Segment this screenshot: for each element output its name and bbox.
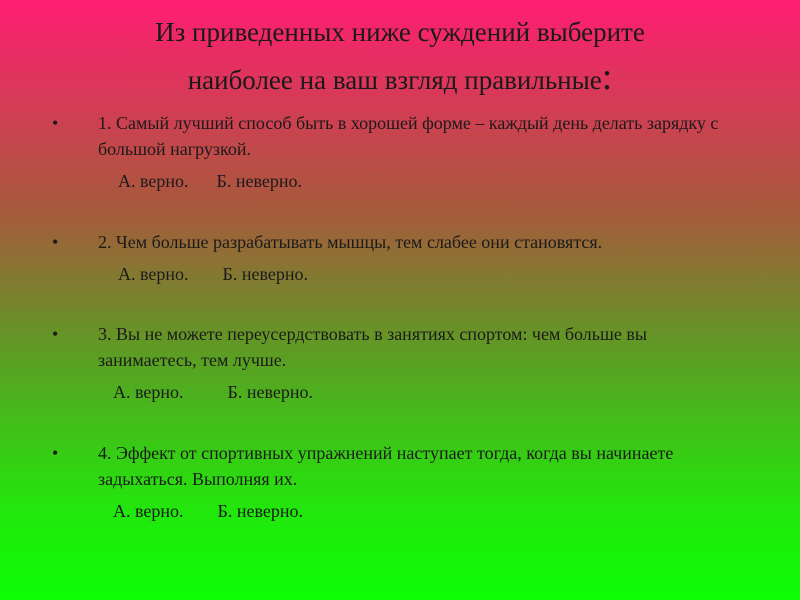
question-1-option-b: Б. неверно.: [216, 171, 302, 191]
question-2: [52, 229, 732, 255]
question-4-option-b: Б. неверно.: [217, 501, 303, 521]
question-3: [52, 321, 732, 373]
question-3-text: 3. Вы не можете переусердствовать в занятиях спортом: чем больше вы занимаетесь, тем лучше.: [98, 324, 647, 370]
bullet-icon: •: [52, 232, 59, 252]
question-4-option-a: А. верно.: [113, 501, 184, 521]
question-1-text: 1. Самый лучший способ быть в хорошей форме – каждый день делать зарядку с большой нагрузкой.: [98, 113, 719, 159]
question-4: [52, 440, 732, 492]
question-1-options: [118, 168, 302, 194]
title-line-2-text: наиболее на ваш взгляд правильные: [187, 65, 602, 95]
question-2-text: 2. Чем больше разрабатывать мышцы, тем слабее они становятся.: [98, 232, 603, 252]
question-1: [52, 110, 732, 162]
bullet-icon: •: [52, 443, 59, 463]
title-line-2: [0, 56, 800, 104]
question-4-options: [113, 498, 303, 524]
question-2-options: [118, 261, 308, 287]
question-3-options: [113, 379, 313, 405]
question-3-option-b: Б. неверно.: [227, 382, 313, 402]
question-1-option-a: А. верно.: [118, 171, 189, 191]
bullet-icon: •: [52, 113, 59, 133]
title-line-1: Из приведенных ниже суждений выберите: [155, 17, 645, 47]
question-2-option-b: Б. неверно.: [222, 264, 308, 284]
question-3-option-a: А. верно.: [113, 382, 184, 402]
title-colon: :: [601, 56, 613, 98]
question-2-option-a: А. верно.: [118, 264, 189, 284]
slide-title: [0, 8, 800, 104]
question-4-text: 4. Эффект от спортивных упражнений наступает тогда, когда вы начинаете задыхаться. Выполняя их.: [98, 443, 674, 489]
bullet-icon: •: [52, 324, 59, 344]
